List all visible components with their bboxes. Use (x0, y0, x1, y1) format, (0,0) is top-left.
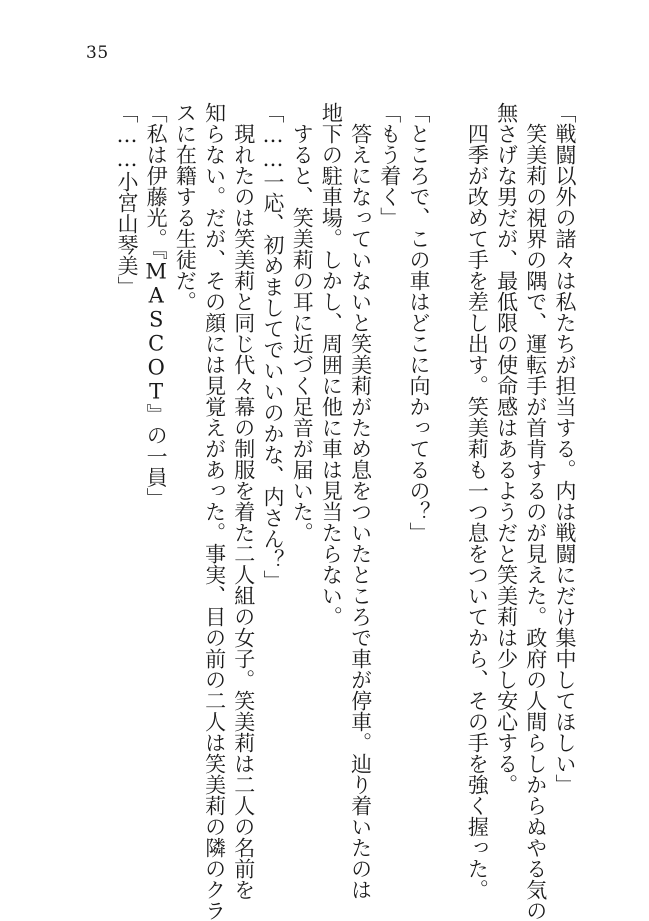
text-line: 知らない。だが、その顔には見覚えがあった。事実、目の前の二人は笑美莉の隣のクラ (202, 102, 227, 921)
text-line: 「ところで、この車はどこに向かってるの？」 (407, 102, 431, 543)
text-line: 「もう着く」 (377, 102, 402, 228)
text-line: スに在籍する生徒だ。 (173, 102, 198, 312)
text-line: 「戦闘以外の諸々は私たちが担当する。内は戦闘にだけ集中してほしい」 (553, 102, 577, 795)
text-line: 無さげな男だが、最低限の使命感はあるようだと笑美莉は少し安心する。 (494, 102, 519, 795)
text-line: すると、笑美莉の耳に近づく足音が届いた。 (290, 102, 315, 543)
novel-text-block (112, 102, 579, 921)
text-line: 現れたのは笑美莉と同じ代々幕の制服を着た二人組の女子。笑美莉は二人の名前を (231, 102, 256, 900)
text-line: 「……一応、初めましてでいいのかな、内さん？」 (260, 102, 285, 591)
text-line: 答えになっていないと笑美莉がため息をついたところで車が停車。辿り着いたのは (348, 102, 373, 900)
scene-break (433, 102, 462, 842)
text-line: 「……小宮山琴美」 (114, 102, 139, 297)
text-line: 地下の駐車場。しかし、周囲に他に車は見当たらない。 (319, 102, 344, 627)
text-line: 「私は伊藤光。『MASCOT』の一員」 (144, 102, 169, 509)
text-line: 四季が改めて手を差し出す。笑美莉も一つ息をついてから、その手を強く握った。 (465, 102, 490, 900)
page-number: 35 (86, 43, 109, 63)
text-line: 笑美莉の視界の隅で、運転手が首肯するのが見えた。政府の人間らしからぬやる気の (523, 102, 548, 921)
